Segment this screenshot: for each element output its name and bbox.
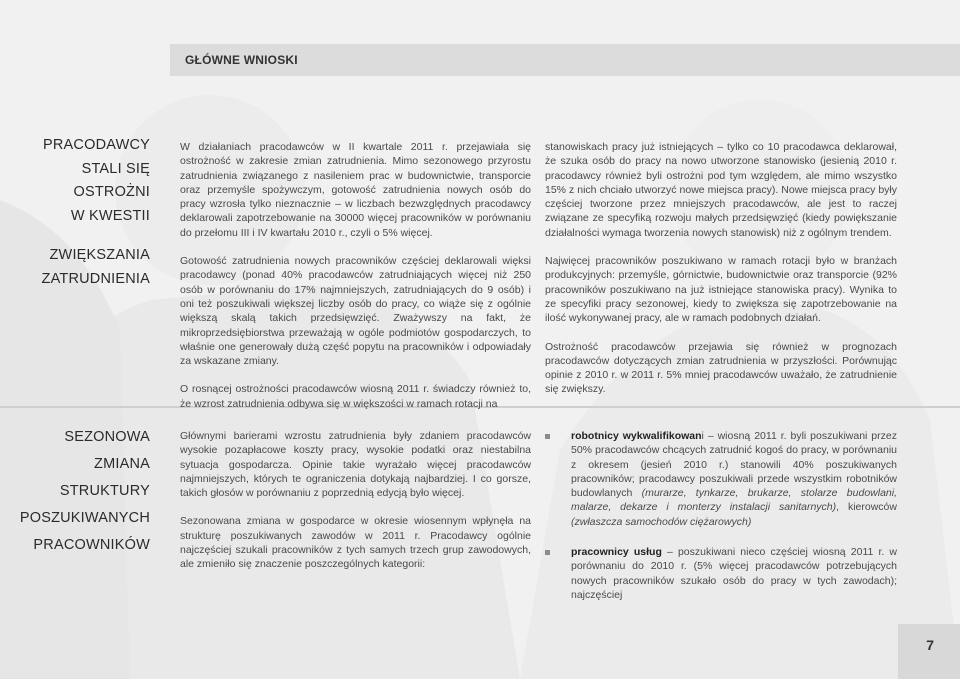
paragraph: Gotowość zatrudnienia nowych pracowników częściej deklarowali więksi pracodawcy (ponad 40% pracodawców zatrudniających więcej niż 250 osób w porównaniu do 17% najmniejszych, zatrudniających do 9 osób) i oni też poszukiwali większej liczby osób do pracy, co wiąże się z ogólnie większą skalą takich przedsięwzięć. Zważywszy na fakt, że mikroprzedsiębiorstwa przeważają w ogóle podmiotów gospodarczych, to właśnie one generowały dużą część popytu na pracowników i odpowiadały za wskazane zmiany.: [180, 255, 531, 368]
section2-heading-line: PRACOWNIKÓW: [33, 537, 150, 553]
paragraph: Najwięcej pracowników poszukiwano w ramach rotacji było w branżach produkcyjnych: przemyśle, górnictwie, budownictwie oraz transporcie (92% pracowników poszukiwano na już istniejące stanowiska pracy). Wynika to ze specyfiki pracy sezonowej, kiedy to zwiększa się zapotrzebowanie na ilość wykonywanej pracy, ale w ramach podobnych działań.: [545, 255, 897, 325]
section1-heading: [10, 134, 150, 228]
paragraph: stanowiskach pracy już istniejących – tylko co 10 pracodawca deklarował, że szuka osób do pracy na nowo utworzone stanowisko (jesienią 2010 r. pracodawcy również byli ostrożni pod tym względem, ale mimo wszystko 15% z nich chciało utworzyć nowe miejsca pracy). Nowe miejsca pracy były częściej tworzone przez mniejszych pracodawców, ale jest to raczej związane ze specyfiką rozwoju małych przedsięwzięć (kiedy powiększanie działalności wymaga tworzenia nowych stanowisk) niż z ogólnym trendem.: [545, 141, 897, 239]
paragraph: O rosnącej ostrożności pracodawców wiosną 2011 r. świadczy również to, że wzrost zatrudnienia odbywa się w większości w ramach rotacji na: [180, 383, 531, 410]
page-section-title: GŁÓWNE WNIOSKI: [185, 53, 298, 67]
paragraph: Głównymi barierami wzrostu zatrudnienia były zdaniem pracodawców wysokie pozapłacowe koszty pracy, wysokie podatki oraz niestabilna sytuacja gospodarcza. Opinie takie wyrażało więcej pracodawców najmniejszych, których te ograniczenia dotykają najbardziej. I co gorsze, takich głosów w porównaniu z poprzednią edycją było więcej.: [180, 430, 531, 500]
list-item-title: robotnicy wykwalifikowan: [571, 430, 702, 442]
section1-heading-line: ZWIĘKSZANIA: [49, 247, 150, 263]
section2-heading-line: STRUKTURY: [59, 483, 150, 499]
list-item: [545, 545, 897, 602]
section1-heading-line: PRACODAWCY: [43, 137, 150, 153]
section1-heading-line: ZATRUDNIENIA: [41, 270, 150, 287]
section1-heading-line: OSTROŻNI: [73, 184, 150, 200]
section2-heading-line: POSZUKIWANYCH: [19, 510, 150, 526]
list-item-examples: (zwłaszcza samochodów ciężarowych): [571, 515, 752, 528]
page-number: 7: [926, 637, 934, 653]
section1-heading-line: STALI SIĘ: [81, 160, 150, 177]
list-item-text: , kierowców: [836, 501, 897, 514]
section2-heading-line: SEZONOWA ZMIANA: [64, 429, 150, 472]
list-item-text: – poszukiwani nieco częściej wiosną 2011 r. w porównaniu do 2010 r. (5% więcej pracodawców potrzebujących nowych pracowników szukało osób do pracy w tych zawodach); najczęściej: [571, 546, 897, 601]
list-item: [545, 429, 897, 529]
list-item-examples: (murarze, tynkarze, brukarze, stolarze budowlani, malarze, dekarze i monterzy instalacji sanitarnych): [571, 487, 897, 514]
category-list: [545, 429, 897, 602]
paragraph: W działaniach pracodawców w II kwartale 2011 r. przejawiała się ostrożność w zakresie zmian zatrudnienia. Mimo sezonowego przyrostu zatrudnienia związanego z nasileniem prac w budownictwie, transporcie oraz przemyśle spożywczym, gotowość zatrudnienia nowych osób do pracy wzrosła tylko nieznacznie – w liczbach bezwzględnych pracodawcy deklarowali zapotrzebowanie na 30000 więcej pracowników w porównaniu do przełomu III i IV kwartału 2010 r., czyli o 5% więcej.: [180, 141, 531, 239]
section2-heading: [8, 424, 150, 559]
section2-column-left: [180, 429, 531, 586]
paragraph: Sezonowana zmiana w gospodarce w okresie wiosennym wpłynęła na strukturę poszukiwanych zawodów w 2011 r. Pracodawcy ogólnie najczęściej szukali pracowników z tych samych trzech grup zawodowych, ale zmieniło się znaczenie poszczególnych kategorii:: [180, 515, 531, 571]
section1-heading-line: W KWESTII: [70, 207, 150, 224]
section1-subheading: [10, 244, 150, 291]
paragraph: Ostrożność pracodawców przejawia się również w prognozach pracodawców dotyczących zmian zatrudnienia w przyszłości. Porównując opinie z 2010 r. w 2011 r. 5% mniej pracodawców uważało, że zatrudnienie się zwiększy.: [545, 340, 897, 396]
section1-column-right: [545, 140, 897, 411]
list-item-text: i – wiosną 2011 r. byli poszukiwani przez 50% pracodawców chcących zatrudnić kogoś do pracy, w porównaniu z okresem (jesień 2010 r.) stanowili 40% poszukiwanych pracowników; pracodawcy poszukiwali przede wszystkim robotników budowlanych: [571, 430, 897, 500]
bullet-square-icon: [545, 550, 550, 555]
section2-column-right: [545, 429, 897, 618]
list-item-title: pracownicy usług: [571, 546, 662, 559]
bullet-square-icon: [545, 434, 550, 439]
section1-column-left: [180, 140, 531, 425]
